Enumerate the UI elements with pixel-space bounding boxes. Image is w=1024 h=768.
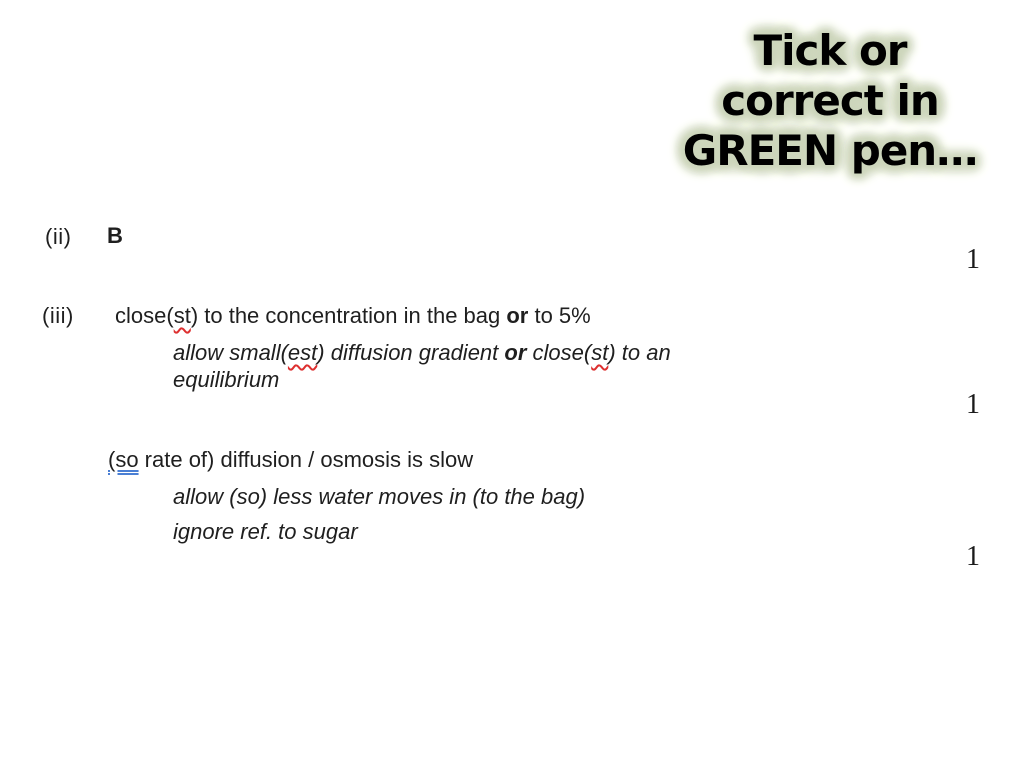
spellcheck-flagged-text: st — [173, 303, 191, 328]
mark-value-3: 1 — [966, 541, 980, 572]
marking-point-diffusion — [108, 447, 473, 473]
text-segment: ) to an — [608, 340, 671, 365]
callout-line-3: GREEN pen… — [682, 126, 978, 175]
text-segment: to 5% — [528, 303, 591, 328]
text-segment: close( — [115, 303, 174, 328]
text-segment: allow small( — [173, 340, 288, 365]
text-segment: ) to the concentration in the bag — [190, 303, 507, 328]
guidance-allow-small — [173, 340, 671, 366]
bold-or-text: or — [504, 340, 527, 365]
guidance-ignore-sugar: ignore ref. to sugar — [173, 519, 358, 544]
question-label-ii: (ii) — [45, 224, 72, 249]
callout-line-1: Tick or — [753, 26, 907, 75]
green-pen-callout — [648, 26, 1012, 176]
guidance-equilibrium: equilibrium — [173, 367, 280, 392]
bold-or-text: or — [506, 303, 529, 328]
callout-line-2: correct in — [721, 76, 939, 125]
spellcheck-flagged-text: est — [287, 340, 318, 365]
mark-value-1: 1 — [966, 244, 980, 275]
spellcheck-flagged-text: st — [591, 340, 609, 365]
mark-value-2: 1 — [966, 389, 980, 420]
question-label-iii: (iii) — [42, 303, 74, 328]
text-segment: ) diffusion gradient — [317, 340, 505, 365]
answer-ii: B — [107, 223, 123, 248]
marking-point-close — [115, 303, 591, 329]
text-segment: rate of) diffusion / osmosis is slow — [138, 447, 474, 472]
text-segment: close( — [526, 340, 592, 365]
grammar-flagged-text: (so — [108, 447, 139, 472]
guidance-allow-less-water: allow (so) less water moves in (to the bag) — [173, 484, 586, 509]
